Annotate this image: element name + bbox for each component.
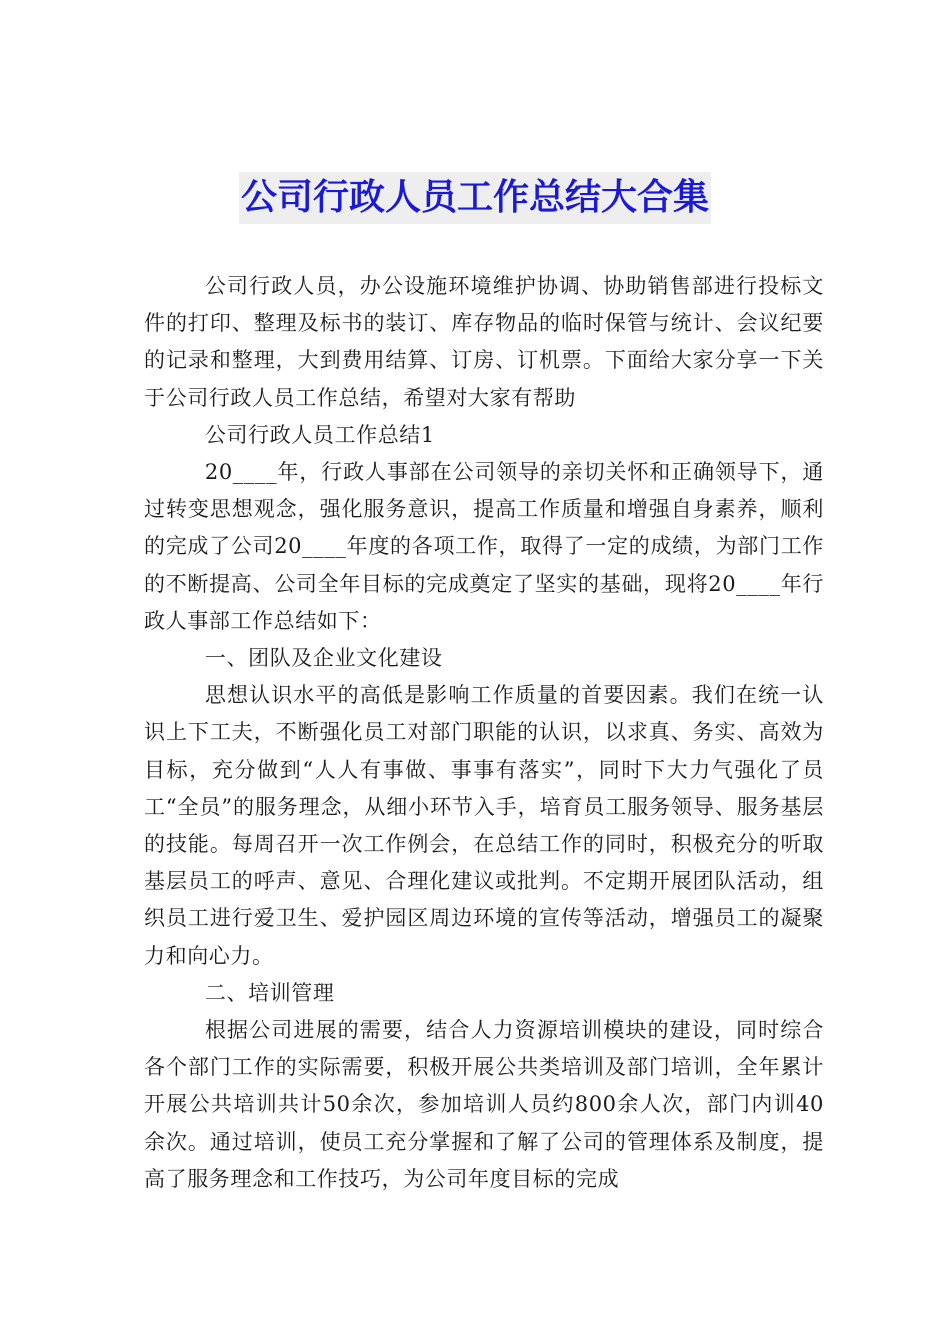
section-title: 公司行政人员工作总结1 bbox=[204, 422, 435, 447]
document-body bbox=[144, 268, 824, 1198]
document-title: 公司行政人员工作总结大合集 bbox=[239, 172, 711, 224]
heading-team-culture: 一、团队及企业文化建设 bbox=[204, 646, 443, 671]
heading-training: 二、培训管理 bbox=[204, 980, 335, 1005]
paragraph-2: 思想认识水平的高低是影响工作质量的首要因素。我们在统一认识上下工夫，不断强化员工对部门职能的认识，以求真、务实、高效为目标，充分做到“人人有事做、事事有落实”，同时下大力气强化了员工“全员”的服务理念，从细小环节入手，培育员工服务领导、服务基层的技能。每周召开一次工作例会，在总结工作的同时，积极充分的听取基层员工的呼声、意见、合理化建议或批判。不定期开展团队活动，组织员工进行爱卫生、爱护园区周边环境的宣传等活动，增强员工的凝聚力和向心力。 bbox=[144, 683, 824, 968]
title-container bbox=[0, 172, 950, 224]
intro-paragraph: 公司行政人员，办公设施环境维护协调、协助销售部进行投标文件的打印、整理及标书的装订、库存物品的临时保管与统计、会议纪要的记录和整理，大到费用结算、订房、订机票。下面给大家分享一下关于公司行政人员工作总结，希望对大家有帮助 bbox=[144, 274, 824, 410]
paragraph-1: 20____年，行政人事部在公司领导的亲切关怀和正确领导下，通过转变思想观念，强化服务意识，提高工作质量和增强自身素养，顺利的完成了公司20____年度的各项工作，取得了一定的成绩，为部门工作的不断提高、公司全年目标的完成奠定了坚实的基础，现将20____年行政人事部工作总结如下： bbox=[144, 460, 824, 633]
paragraph-3: 根据公司进展的需要，结合人力资源培训模块的建设，同时综合各个部门工作的实际需要，积极开展公共类培训及部门培训，全年累计开展公共培训共计50余次，参加培训人员约800余人次，部门内训40余次。通过培训，使员工充分掌握和了解了公司的管理体系及制度，提高了服务理念和工作技巧，为公司年度目标的完成 bbox=[144, 1018, 824, 1191]
